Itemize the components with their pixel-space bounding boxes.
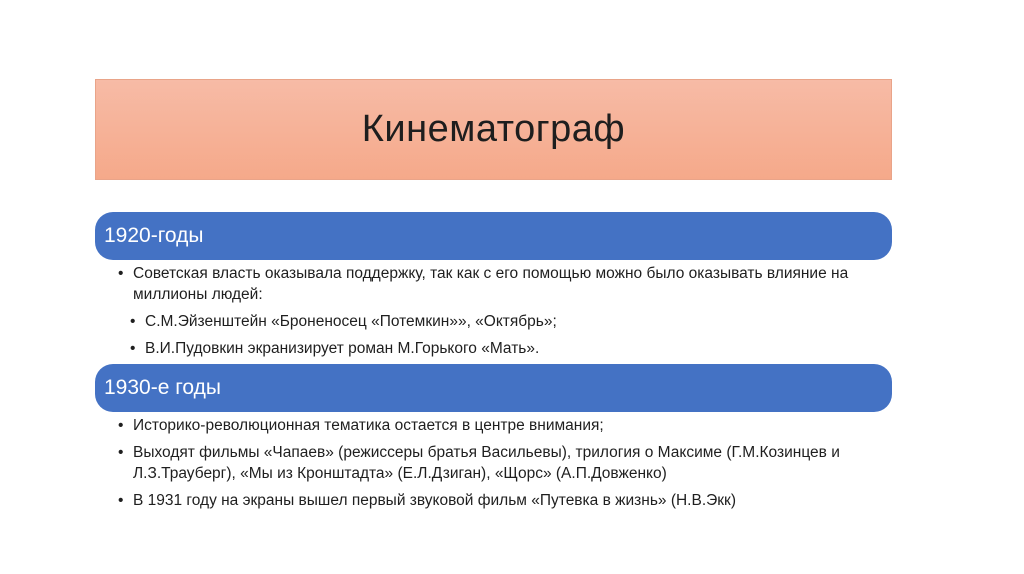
section-header-1920s: [95, 212, 892, 260]
bullet-list-1920s: [118, 263, 878, 365]
section-header-label: 1930-е годы: [104, 376, 221, 399]
slide-title: Кинематограф: [361, 108, 626, 150]
bullet-item: • Историко-революционная тематика остается в центре внимания;: [118, 415, 878, 436]
bullet-item: • С.М.Эйзенштейн «Броненосец «Потемкин»», «Октябрь»;: [130, 311, 878, 332]
bullet-item: • Выходят фильмы «Чапаев» (режиссеры братья Васильевы), трилогия о Максиме (Г.М.Козинцев и Л.З.Трауберг), «Мы из Кронштадта» (Е.Л.Дзиган), «Щорс» (А.П.Довженко): [118, 442, 878, 484]
bullet-list-1930s: [118, 415, 878, 517]
bullet-item: • В.И.Пудовкин экранизирует роман М.Горького «Мать».: [130, 338, 878, 359]
section-header-label: 1920-годы: [104, 224, 204, 247]
title-box: [95, 79, 892, 180]
bullet-item: • В 1931 году на экраны вышел первый звуковой фильм «Путевка в жизнь» (Н.В.Экк): [118, 490, 878, 511]
bullet-item: • Советская власть оказывала поддержку, так как с его помощью можно было оказывать влияние на миллионы людей:: [118, 263, 878, 305]
section-header-1930s: [95, 364, 892, 412]
